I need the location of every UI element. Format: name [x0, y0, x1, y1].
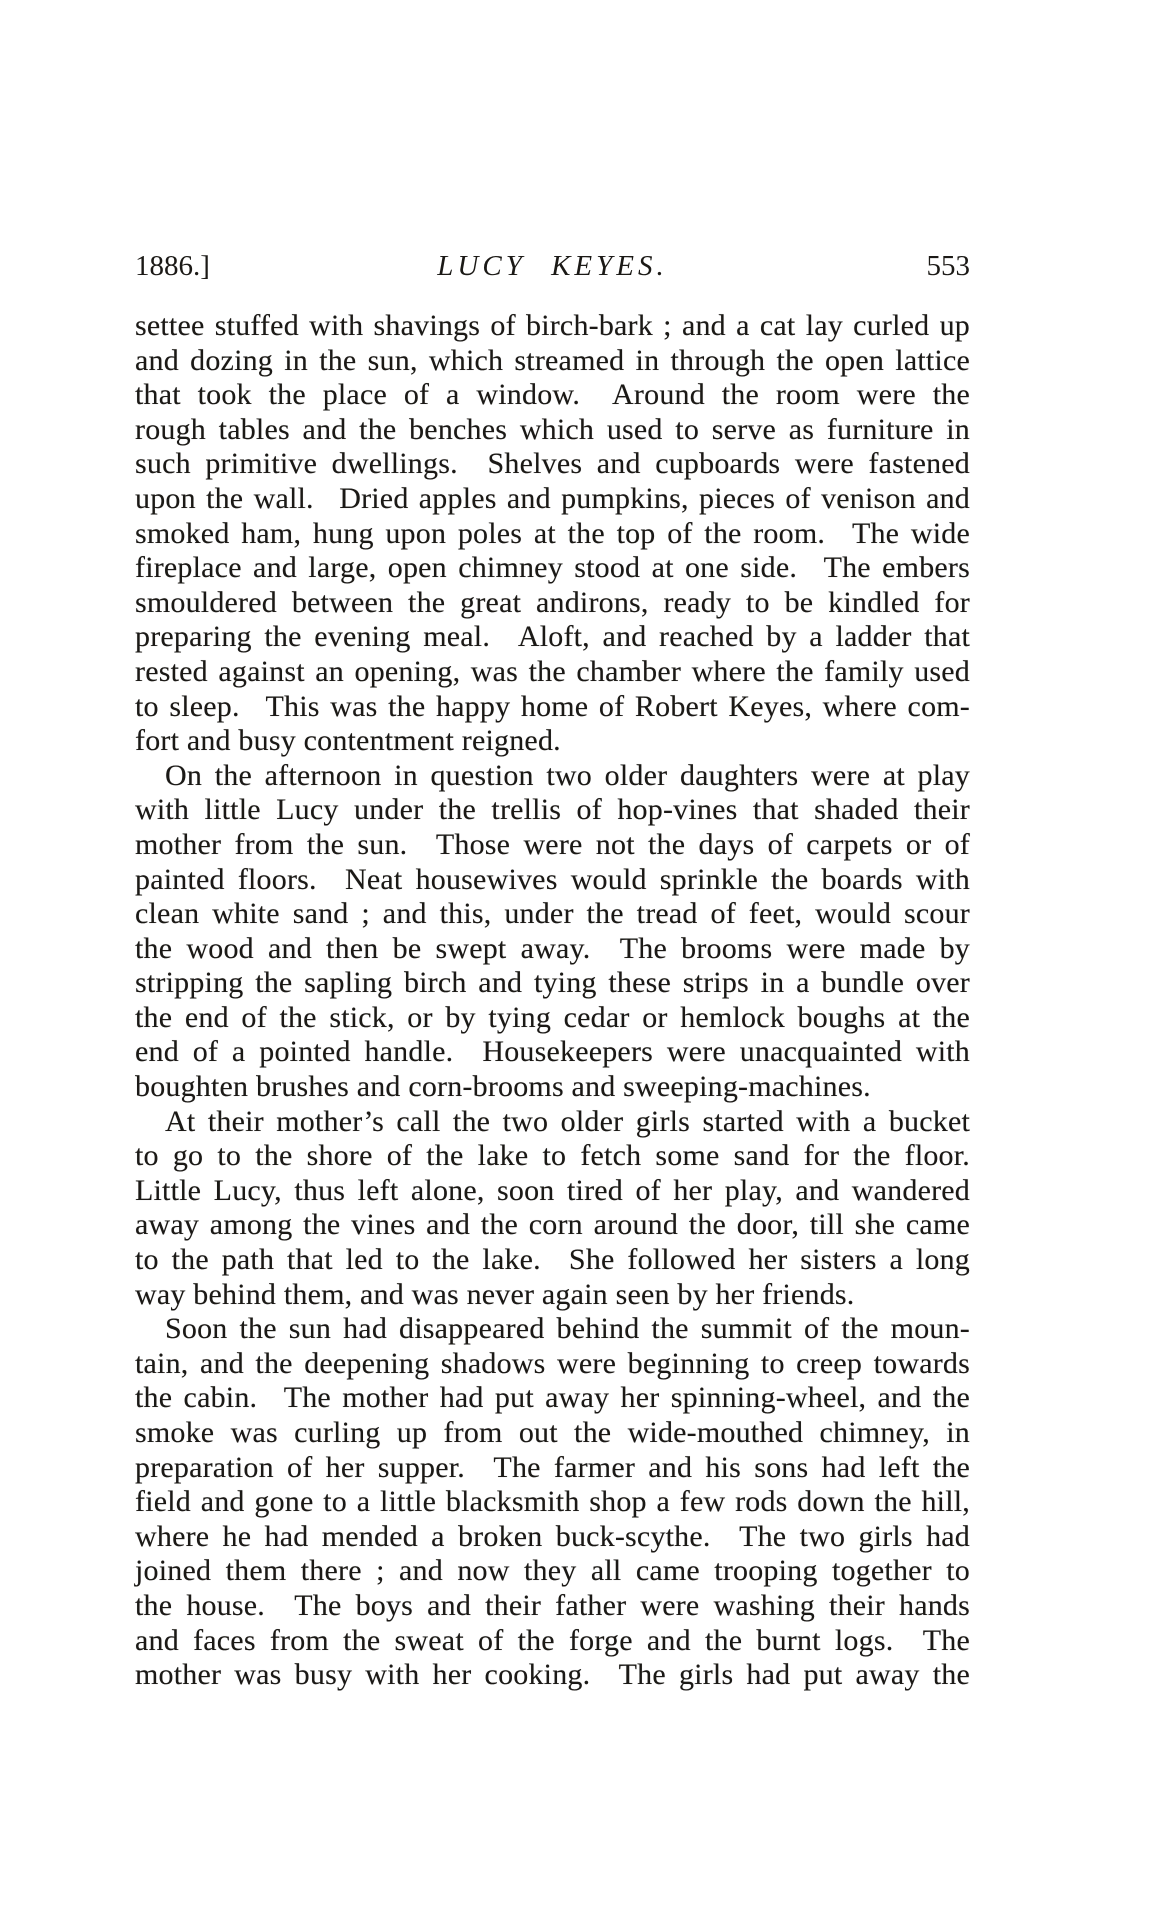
text-line: the house. The boys and their father were washing their hands [135, 1588, 970, 1622]
text-line: way behind them, and was never again seen by her friends. [135, 1277, 855, 1311]
text-line: that took the place of a window. Around the room were the [135, 378, 970, 412]
text-line: joined them there ; and now they all came trooping together to [135, 1554, 970, 1588]
text-line: to sleep. This was the happy home of Robert Keyes, where com- [135, 689, 970, 723]
text-line: smouldered between the great andirons, ready to be kindled for [135, 585, 970, 619]
text-line: the wood and then be swept away. The brooms were made by [135, 931, 970, 965]
text-line: and dozing in the sun, which streamed in through the open lattice [135, 343, 970, 377]
paragraph [135, 1105, 970, 1313]
text-line: rested against an opening, was the chamber where the family used [135, 654, 970, 688]
header-page-number: 553 [926, 250, 970, 282]
text-line: settee stuffed with shavings of birch-bark ; and a cat lay curled up [135, 309, 970, 342]
text-line: preparing the evening meal. Aloft, and reached by a ladder that [135, 620, 970, 654]
text-line: boughten brushes and corn-brooms and sweeping-machines. [135, 1070, 871, 1104]
text-line: to the path that led to the lake. She followed her sisters a long [135, 1243, 970, 1277]
text-line: smoked ham, hung upon poles at the top of the room. The wide [135, 516, 970, 550]
text-line: At their mother’s call the two older girls started with a bucket [165, 1104, 970, 1138]
text-line: mother was busy with her cooking. The girls had put away the [135, 1658, 970, 1692]
text-line: fireplace and large, open chimney stood at one side. The embers [135, 551, 970, 585]
text-line: with little Lucy under the trellis of hop-vines that shaded their [135, 793, 970, 827]
header-running-title: LUCY KEYES. [437, 250, 668, 282]
page-header [135, 250, 970, 282]
text-line: smoke was curling up from out the wide-mouthed chimney, in [135, 1416, 970, 1449]
text-line: where he had mended a broken buck-scythe. The two girls had [135, 1519, 970, 1553]
paragraph [135, 1312, 970, 1693]
paragraph [135, 759, 970, 1105]
text-line: stripping the sapling birch and tying these strips in a bundle over [135, 966, 970, 1000]
text-line: the cabin. The mother had put away her spinning-wheel, and the [135, 1381, 970, 1415]
text-line: tain, and the deepening shadows were beginning to creep towards [135, 1346, 970, 1380]
text-line: mother from the sun. Those were not the days of carpets or of [135, 827, 970, 861]
paragraph [135, 309, 970, 759]
text-line: On the afternoon in question two older daughters were at play [165, 758, 970, 792]
text-line: fort and busy contentment reigned. [135, 724, 561, 758]
header-year: 1886.] [135, 250, 210, 282]
text-line: preparation of her supper. The farmer and his sons had left the [135, 1450, 970, 1484]
text-line: the end of the stick, or by tying cedar or hemlock boughs at the [135, 1000, 970, 1034]
text-line: away among the vines and the corn around the door, till she came [135, 1208, 970, 1242]
text-line: Soon the sun had disappeared behind the summit of the moun- [165, 1312, 970, 1346]
text-line: end of a pointed handle. Housekeepers were unacquainted with [135, 1035, 970, 1069]
text-line: and faces from the sweat of the forge and the burnt logs. The [135, 1623, 970, 1657]
text-line: painted floors. Neat housewives would sprinkle the boards with [135, 862, 970, 896]
text-line: Little Lucy, thus left alone, soon tired of her play, and wandered [135, 1173, 970, 1207]
page-content [135, 250, 970, 1693]
text-line: such primitive dwellings. Shelves and cupboards were fastened [135, 447, 970, 481]
text-line: field and gone to a little blacksmith shop a few rods down the hill, [135, 1485, 970, 1519]
page-body [135, 309, 970, 1693]
text-line: clean white sand ; and this, under the tread of feet, would scour [135, 897, 970, 931]
text-line: rough tables and the benches which used to serve as furniture in [135, 412, 970, 446]
text-line: to go to the shore of the lake to fetch some sand for the floor. [135, 1139, 970, 1173]
text-line: upon the wall. Dried apples and pumpkins, pieces of venison and [135, 481, 970, 515]
